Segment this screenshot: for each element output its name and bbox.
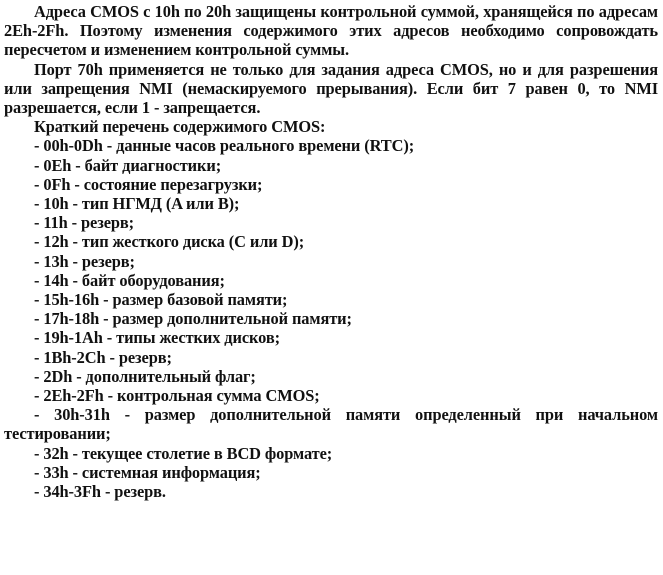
list-item: - 34h-3Fh - резерв. bbox=[34, 482, 166, 502]
list-item: - 13h - резерв; bbox=[34, 251, 135, 271]
list-item: - 33h - системная информация; bbox=[34, 462, 261, 482]
list-item: - 17h-18h - размер дополнительной памяти; bbox=[34, 309, 352, 329]
list-item: - 2Dh - дополнительный флаг; bbox=[34, 366, 256, 386]
list-item: - 15h-16h - размер базовой памяти; bbox=[34, 290, 288, 310]
list-item: - 0Fh - состояние перезагрузки; bbox=[34, 174, 263, 194]
list-item: - 1Bh-2Ch - резерв; bbox=[34, 347, 172, 367]
list-item: - 0Eh - байт диагностики; bbox=[34, 155, 222, 175]
paragraph-checksum: Адреса CMOS с 10h по 20h защищены контрольной суммой, хранящейся по адресам 2Eh-2Fh. Поэтому изменения содержимого этих адресов необходимо сопровождать пересчетом и изменением контрольной суммы. bbox=[4, 2, 658, 60]
document-page bbox=[4, 2, 658, 501]
list-item: - 11h - резерв; bbox=[34, 213, 134, 233]
paragraph-port-70h: Порт 70h применяется не только для задания адреса CMOS, но и для разрешения или запрещения NMI (немаскируемого прерывания). Если бит 7 равен 0, то NMI разрешается, если 1 - запрещается. bbox=[4, 59, 658, 118]
list-item: - 00h-0Dh - данные часов реального времени (RTC); bbox=[34, 136, 415, 156]
list-item: - 12h - тип жесткого диска (C или D); bbox=[34, 232, 305, 252]
cmos-content-list bbox=[4, 136, 658, 501]
list-item: - 10h - тип НГМД (A или B); bbox=[34, 194, 240, 214]
list-item: - 19h-1Ah - типы жестких дисков; bbox=[34, 328, 280, 348]
list-item: - 30h-31h - размер дополнительной памяти определенный при начальном тестировании; bbox=[4, 405, 658, 444]
list-item: - 2Eh-2Fh - контрольная сумма CMOS; bbox=[34, 386, 320, 406]
list-item: - 32h - текущее столетие в BCD формате; bbox=[34, 443, 333, 463]
list-intro: Краткий перечень содержимого CMOS: bbox=[34, 117, 326, 137]
list-item: - 14h - байт оборудования; bbox=[34, 270, 225, 290]
